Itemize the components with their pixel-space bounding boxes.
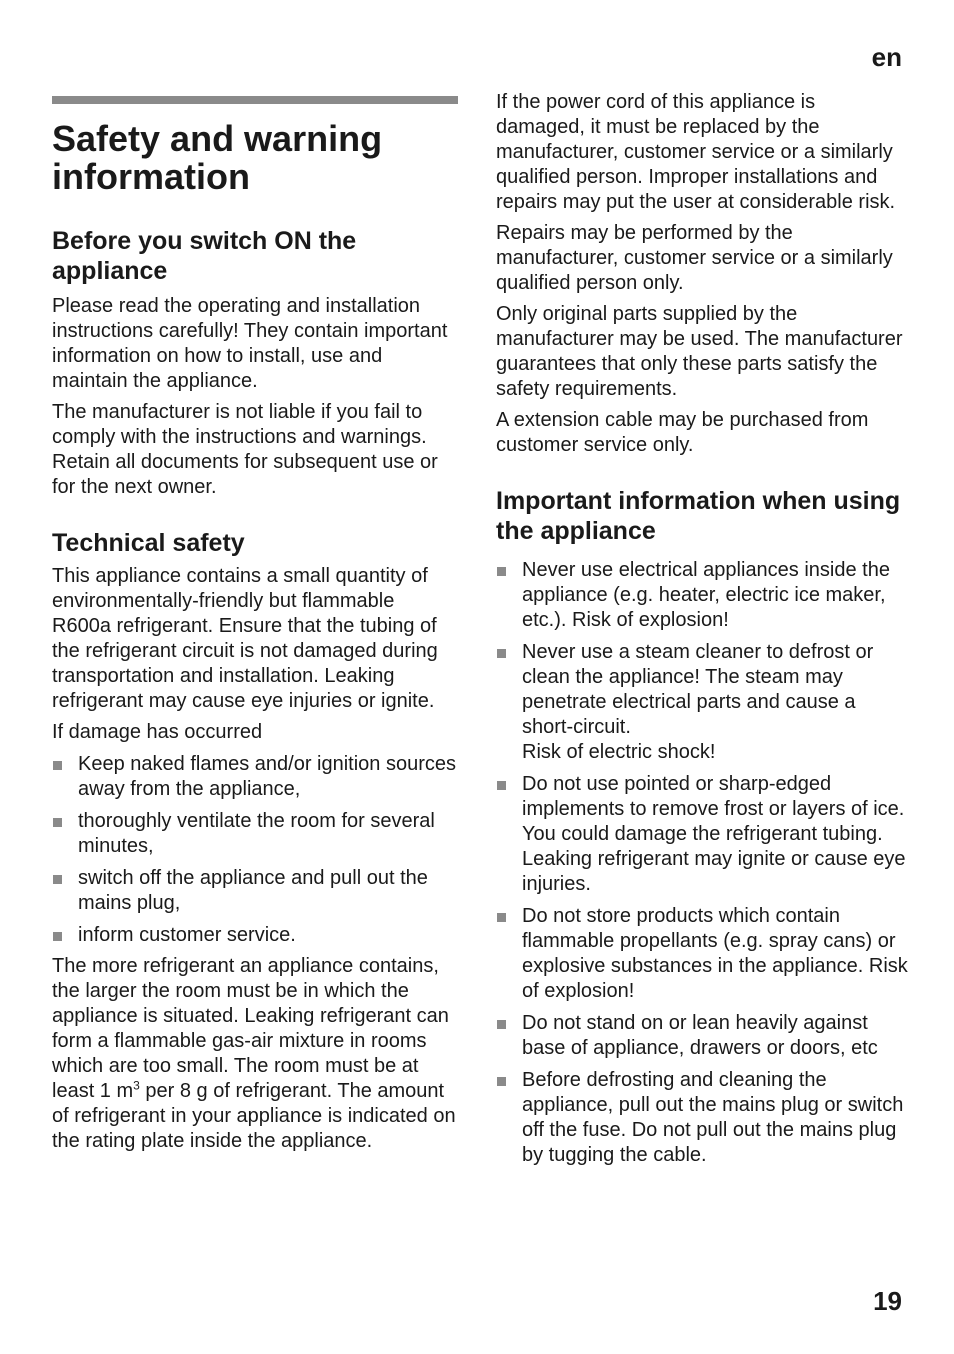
list-item-text: Before defrosting and cleaning the appliance, pull out the mains plug or switch off the fuse. Do not pull out the mains plug by tugging the cable. bbox=[522, 1069, 904, 1166]
text-part: The more refrigerant an appliance contains, the larger the room must be in which the appliance is situated. Leaking refrigerant can form a flammable gas-air mixture in rooms which are too small. The room must be at least 1 m bbox=[52, 955, 449, 1102]
right-paragraph-2: Repairs may be performed by the manufacturer, customer service or a similarly qualified person only. bbox=[496, 222, 893, 294]
list-item bbox=[52, 866, 458, 916]
before-paragraph-2: The manufacturer is not liable if you fail to comply with the instructions and warnings. Retain all documents for subsequent use or for the next owner. bbox=[52, 401, 438, 498]
list-item-text: Do not use pointed or sharp-edged implements to remove frost or layers of ice. You could damage the refrigerant tubing. Leaking refrigerant may ignite or cause eye injuries. bbox=[522, 773, 906, 895]
bullet-icon bbox=[53, 761, 62, 770]
technical-paragraph-2: If damage has occurred bbox=[52, 721, 263, 743]
language-label: en bbox=[871, 42, 902, 72]
text-part: per 8 g of refrigerant. The amount of refrigerant in your appliance is indicated on the rating plate inside the appliance. bbox=[52, 1080, 456, 1152]
list-item bbox=[496, 904, 908, 1004]
list-item-text: Keep naked flames and/or ignition sources away from the appliance, bbox=[78, 753, 457, 800]
bullet-icon bbox=[497, 913, 506, 922]
bullet-icon bbox=[497, 1020, 506, 1029]
list-item bbox=[496, 558, 908, 633]
list-item bbox=[52, 923, 458, 948]
technical-paragraph-1: This appliance contains a small quantity of environmentally-friendly but flammable R600a refrigerant. Ensure that the tubing of the refrigerant circuit is not damaged during transportation and installation. Leaking refrigerant may cause eye injuries or ignite. bbox=[52, 565, 438, 712]
page-title: Safety and warning information bbox=[52, 118, 383, 197]
technical-safety-heading: Technical safety bbox=[52, 529, 245, 557]
list-item bbox=[496, 1068, 908, 1168]
bullet-icon bbox=[497, 781, 506, 790]
right-paragraph-1: If the power cord of this appliance is damaged, it must be replaced by the manufacturer, customer service or a similarly qualified person. Improper installations and repairs may put the user at considerable risk. bbox=[496, 91, 896, 213]
bullet-icon bbox=[497, 567, 506, 576]
important-list bbox=[496, 558, 908, 1168]
bullet-icon bbox=[497, 1077, 506, 1086]
list-item-text: Never use electrical appliances inside the appliance (e.g. heater, electric ice maker, etc.). Risk of explosion! bbox=[522, 559, 890, 631]
before-switch-on-heading: Before you switch ON the appliance bbox=[52, 227, 357, 285]
list-item bbox=[496, 772, 908, 897]
left-column bbox=[52, 90, 458, 1154]
important-information-heading: Important information when using the appliance bbox=[496, 487, 901, 545]
bullet-icon bbox=[53, 818, 62, 827]
bullet-icon bbox=[53, 932, 62, 941]
list-item-text: Do not stand on or lean heavily against base of appliance, drawers or doors, etc bbox=[522, 1012, 878, 1059]
before-paragraph-1: Please read the operating and installation instructions carefully! They contain important information on how to install, use and maintain the appliance. bbox=[52, 295, 448, 392]
bullet-icon bbox=[53, 875, 62, 884]
list-item-text: Do not store products which contain flammable propellants (e.g. spray cans) or explosive substances in the appliance. Risk of explosion! bbox=[522, 905, 908, 1002]
page-number: 19 bbox=[873, 1286, 902, 1316]
right-column bbox=[496, 90, 908, 1168]
right-paragraph-4: A extension cable may be purchased from customer service only. bbox=[496, 409, 869, 456]
technical-paragraph-3 bbox=[52, 954, 458, 1154]
section-rule bbox=[52, 96, 458, 104]
superscript: 3 bbox=[133, 1078, 140, 1093]
list-item bbox=[52, 809, 458, 859]
list-item bbox=[52, 752, 458, 802]
list-item bbox=[496, 640, 908, 765]
list-item bbox=[496, 1011, 908, 1061]
list-item-text: Never use a steam cleaner to defrost or clean the appliance! The steam may penetrate electrical parts and cause a short-circuit. Risk of electric shock! bbox=[522, 641, 874, 763]
damage-list bbox=[52, 752, 458, 948]
right-paragraph-3: Only original parts supplied by the manufacturer may be used. The manufacturer guarantees that only these parts satisfy the safety requirements. bbox=[496, 303, 903, 400]
list-item-text: inform customer service. bbox=[78, 924, 296, 946]
list-item-text: switch off the appliance and pull out the mains plug, bbox=[78, 867, 428, 914]
bullet-icon bbox=[497, 649, 506, 658]
list-item-text: thoroughly ventilate the room for several minutes, bbox=[78, 810, 435, 857]
